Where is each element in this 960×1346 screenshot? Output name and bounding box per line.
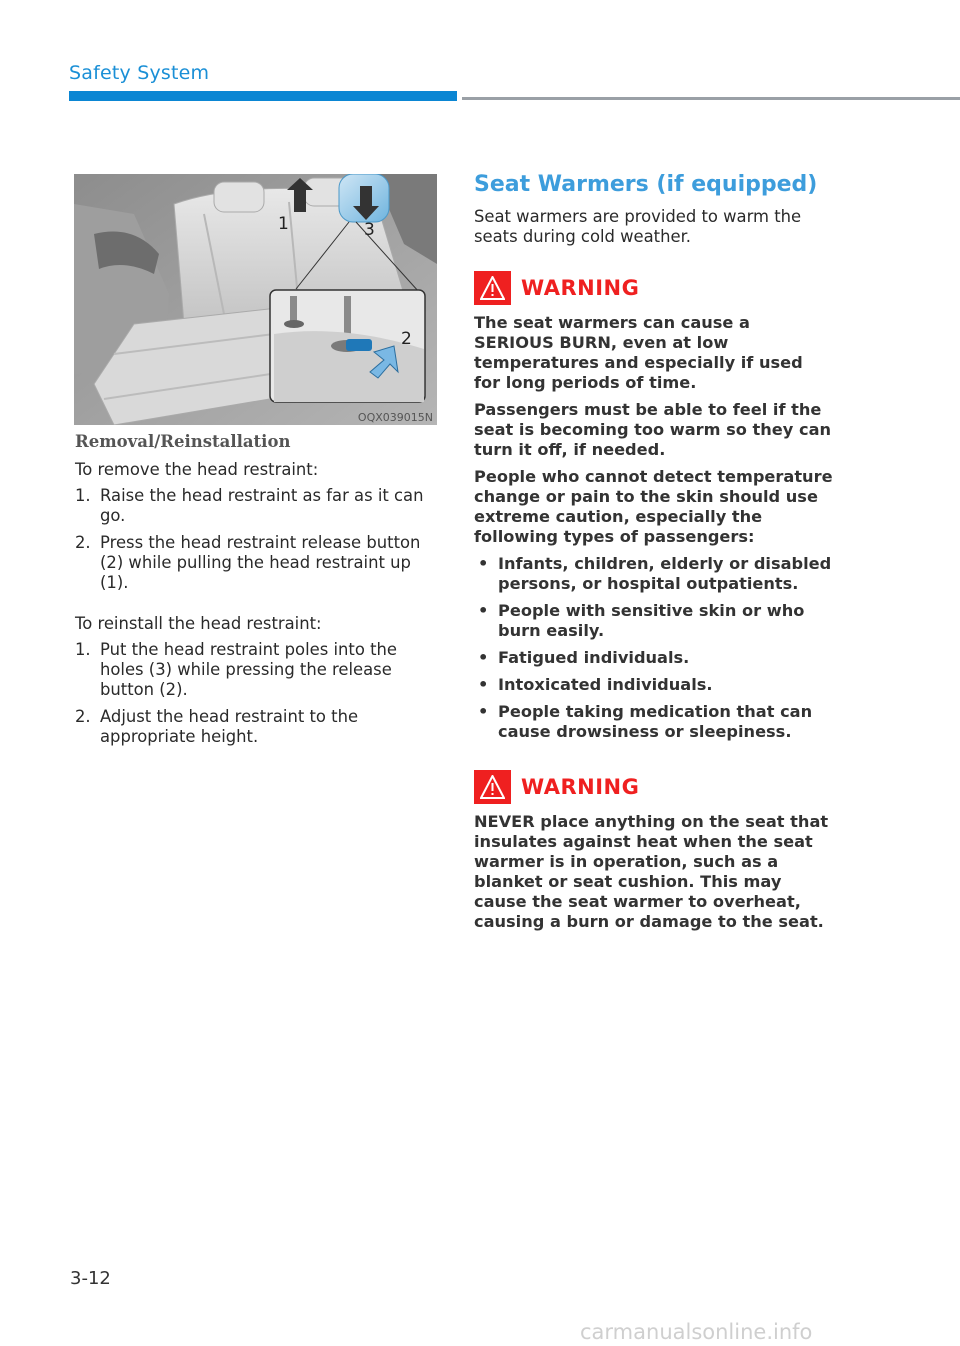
callout-2: 2 bbox=[401, 329, 412, 349]
list-item: • People taking medication that can cause drowsiness or sleepiness. bbox=[474, 702, 834, 742]
callout-1: 1 bbox=[278, 214, 289, 234]
step-number: 1. bbox=[75, 640, 91, 659]
list-item: • Intoxicated individuals. bbox=[474, 675, 834, 695]
step-text: Press the head restraint release button (2) while pulling the head restraint up (1). bbox=[100, 533, 421, 592]
list-item: • Infants, children, elderly or disabled persons, or hospital outpatients. bbox=[474, 554, 834, 594]
warning-label: WARNING bbox=[521, 276, 640, 300]
section-intro: Seat warmers are provided to warm the seats during cold weather. bbox=[474, 207, 802, 246]
remove-steps bbox=[75, 486, 440, 593]
left-column bbox=[75, 432, 440, 754]
reinstall-steps bbox=[75, 640, 440, 747]
head-restraint-illustration bbox=[74, 174, 437, 425]
header-rule-gray bbox=[462, 97, 960, 100]
passenger-types-list bbox=[474, 554, 834, 742]
step-text: Put the head restraint poles into the holes (3) while pressing the release button (2). bbox=[100, 640, 397, 699]
watermark: carmanualsonline.info bbox=[580, 1320, 813, 1344]
section-title: Seat Warmers (if equipped) bbox=[474, 172, 818, 197]
subheading-removal: Removal/Reinstallation bbox=[75, 432, 291, 451]
warning-paragraph: NEVER place anything on the seat that insulates against heat when the seat warmer is in operation, such as a blanket or seat cushion. This may cause the seat warmer to overheat, causing a burn or damage to the seat. bbox=[474, 812, 829, 931]
warning-header-1 bbox=[474, 271, 834, 305]
warning-label: WARNING bbox=[521, 775, 640, 799]
step-text: Adjust the head restraint to the appropriate height. bbox=[100, 707, 359, 746]
callout-3: 3 bbox=[364, 220, 375, 240]
right-column bbox=[474, 172, 834, 939]
page-number: 3-12 bbox=[70, 1268, 111, 1289]
list-item bbox=[75, 533, 440, 593]
step-number: 2. bbox=[75, 707, 91, 726]
warning-paragraph: People who cannot detect temperature change or pain to the skin should use extreme caution, especially the following types of passengers: bbox=[474, 467, 833, 546]
step-text: Raise the head restraint as far as it can go. bbox=[100, 486, 424, 525]
warning-triangle-icon bbox=[474, 770, 511, 804]
step-number: 1. bbox=[75, 486, 91, 505]
list-item bbox=[75, 640, 440, 700]
rear-seat-drawing bbox=[74, 174, 437, 425]
figure-code: OQX039015N bbox=[357, 411, 433, 424]
list-item bbox=[75, 707, 440, 747]
list-item: • Fatigued individuals. bbox=[474, 648, 834, 668]
section-header-title: Safety System bbox=[69, 62, 210, 84]
step-number: 2. bbox=[75, 533, 91, 552]
list-item: • People with sensitive skin or who burn easily. bbox=[474, 601, 834, 641]
list-item bbox=[75, 486, 440, 526]
remove-intro: To remove the head restraint: bbox=[75, 460, 319, 479]
warning-header-2 bbox=[474, 770, 834, 804]
warning-paragraph: Passengers must be able to feel if the seat is becoming too warm so they can turn it off, if needed. bbox=[474, 400, 832, 459]
reinstall-intro: To reinstall the head restraint: bbox=[75, 614, 322, 633]
warning-paragraph: The seat warmers can cause a SERIOUS BURN, even at low temperatures and especially if used for long periods of time. bbox=[474, 313, 803, 392]
header-rule-blue bbox=[69, 91, 457, 101]
warning-triangle-icon bbox=[474, 271, 511, 305]
